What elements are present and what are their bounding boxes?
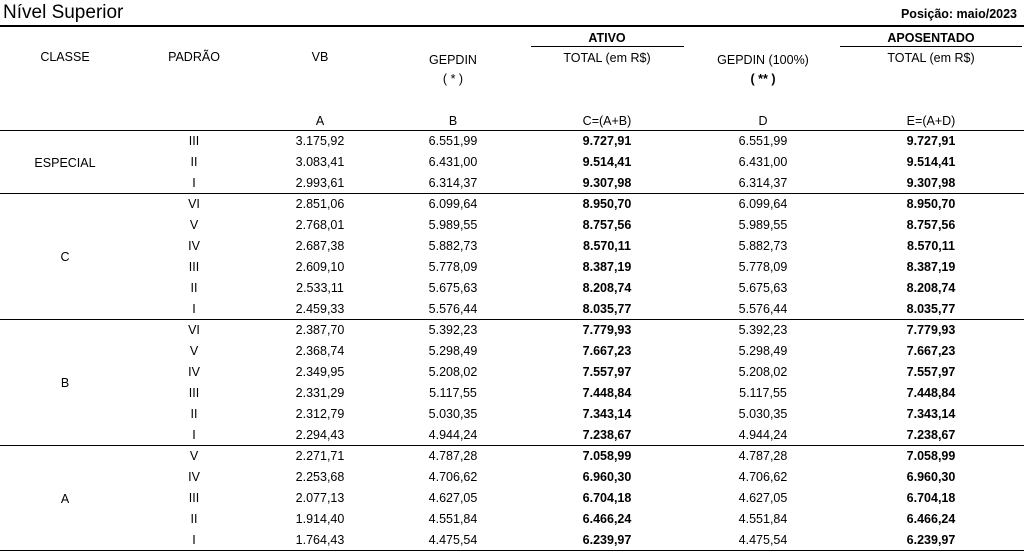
cell-total-aposentado: 9.514,41 [906,155,956,169]
cell-gepdin100: 5.778,09 [738,260,788,274]
cell-total-aposentado: 8.035,77 [906,302,956,316]
header-col-b: B [448,114,458,128]
header-padrao: PADRÃO [168,50,220,64]
top-rule [0,25,1024,27]
cell-gepdin100: 5.117,55 [739,386,787,400]
cell-padrao: VI [188,197,200,211]
classe-label: A [60,491,70,506]
cell-padrao: III [188,134,200,148]
cell-gepdin: 6.099,64 [428,197,478,211]
cell-total-aposentado: 7.779,93 [906,323,956,337]
cell-vb: 2.331,29 [295,386,345,400]
cell-total-ativo: 6.960,30 [582,470,632,484]
classe-group [0,194,1024,320]
cell-gepdin100: 5.030,35 [738,407,788,421]
cell-padrao: II [190,155,198,169]
cell-total-aposentado: 8.757,56 [906,218,956,232]
header-gepdin-note: ( * ) [442,72,464,86]
cell-total-aposentado: 8.208,74 [906,281,956,295]
cell-gepdin: 6.431,00 [428,155,478,169]
aposentado-underline [840,46,1022,47]
cell-gepdin: 5.778,09 [428,260,478,274]
cell-total-aposentado: 9.727,91 [906,134,956,148]
cell-vb: 2.687,38 [295,239,345,253]
table-row [0,152,1024,173]
cell-padrao: III [188,491,200,505]
table-row [0,320,1024,341]
cell-vb: 2.312,79 [295,407,345,421]
cell-gepdin: 5.989,55 [428,218,478,232]
cell-gepdin100: 4.787,28 [738,449,788,463]
header-col-c: C=(A+B) [582,114,632,128]
cell-total-ativo: 8.208,74 [582,281,632,295]
header-col-d: D [758,114,768,128]
cell-total-ativo: 8.035,77 [582,302,632,316]
cell-total-ativo: 8.570,11 [583,239,631,253]
cell-total-aposentado: 8.950,70 [906,197,956,211]
cell-padrao: V [189,344,199,358]
table-row [0,194,1024,215]
header-ativo: ATIVO [588,31,626,45]
ativo-underline [531,46,684,47]
classe-label: C [60,250,70,264]
cell-gepdin: 5.208,02 [428,365,478,379]
cell-total-aposentado: 6.466,24 [906,512,956,526]
cell-gepdin: 5.117,55 [429,386,477,400]
cell-total-ativo: 6.239,97 [582,533,632,547]
cell-gepdin100: 4.944,24 [738,428,788,442]
table-row [0,257,1024,278]
table-row [0,215,1024,236]
cell-gepdin: 5.675,63 [428,281,478,295]
cell-total-ativo: 8.387,19 [582,260,632,274]
cell-vb: 2.768,01 [295,218,345,232]
cell-vb: 1.914,40 [295,512,345,526]
cell-vb: 2.993,61 [295,176,345,190]
cell-gepdin: 4.475,54 [428,533,478,547]
cell-total-aposentado: 7.343,14 [906,407,956,421]
cell-vb: 2.077,13 [295,491,345,505]
cell-gepdin: 5.298,49 [428,344,478,358]
cell-total-aposentado: 7.667,23 [906,344,956,358]
cell-gepdin100: 5.576,44 [738,302,788,316]
cell-gepdin: 4.627,05 [428,491,478,505]
cell-gepdin100: 5.989,55 [738,218,788,232]
cell-gepdin: 5.392,23 [428,323,478,337]
cell-gepdin100: 5.208,02 [738,365,788,379]
cell-total-ativo: 9.727,91 [582,134,632,148]
table-row [0,488,1024,509]
cell-total-ativo: 7.238,67 [582,428,632,442]
cell-gepdin100: 5.882,73 [738,239,788,253]
cell-total-aposentado: 8.570,11 [907,239,955,253]
cell-padrao: II [190,407,198,421]
classe-group [0,320,1024,446]
cell-vb: 3.175,92 [295,134,345,148]
cell-total-ativo: 8.757,56 [582,218,632,232]
table-row [0,341,1024,362]
cell-vb: 2.271,71 [295,449,345,463]
cell-gepdin100: 6.314,37 [738,176,788,190]
position-date: Posição: maio/2023 [900,7,1017,21]
cell-gepdin100: 5.675,63 [738,281,788,295]
cell-total-ativo: 9.514,41 [582,155,632,169]
table-row [0,530,1024,551]
header-col-a: A [315,114,325,128]
cell-gepdin: 4.551,84 [428,512,478,526]
cell-total-aposentado: 7.058,99 [906,449,956,463]
cell-vb: 2.349,95 [295,365,345,379]
table-row [0,131,1024,152]
header-gepdin100: GEPDIN (100%) [717,53,809,67]
cell-gepdin100: 4.475,54 [738,533,788,547]
cell-vb: 2.253,68 [295,470,345,484]
cell-gepdin100: 6.099,64 [738,197,788,211]
cell-total-ativo: 7.557,97 [582,365,632,379]
cell-vb: 2.533,11 [296,281,344,295]
cell-gepdin100: 4.706,62 [738,470,788,484]
cell-padrao: III [188,260,200,274]
cell-vb: 2.459,33 [295,302,345,316]
cell-gepdin: 5.882,73 [428,239,478,253]
table-row [0,446,1024,467]
cell-padrao: VI [188,323,200,337]
cell-total-aposentado: 7.557,97 [906,365,956,379]
cell-total-aposentado: 6.960,30 [906,470,956,484]
cell-vb: 2.609,10 [295,260,345,274]
cell-padrao: I [192,302,196,316]
cell-padrao: II [190,512,198,526]
header-classe: CLASSE [40,50,90,64]
cell-gepdin100: 5.298,49 [738,344,788,358]
header-col-e: E=(A+D) [906,114,956,128]
cell-total-ativo: 9.307,98 [582,176,632,190]
cell-padrao: I [192,176,196,190]
cell-total-ativo: 6.466,24 [582,512,632,526]
cell-padrao: III [188,386,200,400]
cell-gepdin100: 5.392,23 [738,323,788,337]
cell-gepdin: 6.314,37 [428,176,478,190]
cell-padrao: V [189,218,199,232]
cell-total-ativo: 7.343,14 [582,407,632,421]
classe-label: B [60,376,70,390]
header-gepdin100-note: ( ** ) [750,72,776,86]
header-gepdin: GEPDIN [429,53,477,67]
cell-vb: 2.387,70 [295,323,345,337]
cell-gepdin: 4.706,62 [428,470,478,484]
cell-total-ativo: 7.779,93 [582,323,632,337]
header-total-ativo: TOTAL (em R$) [563,51,651,65]
table-row [0,509,1024,530]
cell-vb: 1.764,43 [295,533,345,547]
cell-padrao: IV [188,470,200,484]
cell-vb: 2.368,74 [295,344,345,358]
cell-total-aposentado: 6.704,18 [906,491,956,505]
header-vb: VB [311,50,329,64]
classe-label: ESPECIAL [34,155,96,170]
cell-vb: 2.851,06 [295,197,345,211]
cell-gepdin100: 4.627,05 [738,491,788,505]
cell-padrao: II [190,281,198,295]
header-aposentado: APOSENTADO [887,31,975,45]
cell-gepdin: 5.030,35 [428,407,478,421]
classe-group [0,131,1024,194]
classe-group [0,446,1024,551]
header-total-aposentado: TOTAL (em R$) [887,51,975,65]
table-row [0,362,1024,383]
cell-total-ativo: 6.704,18 [582,491,632,505]
table-row [0,404,1024,425]
table-row [0,236,1024,257]
cell-gepdin: 4.944,24 [428,428,478,442]
cell-vb: 3.083,41 [295,155,345,169]
cell-total-aposentado: 7.448,84 [906,386,956,400]
table-row [0,467,1024,488]
cell-total-aposentado: 7.238,67 [906,428,956,442]
cell-padrao: I [192,428,196,442]
cell-padrao: IV [188,239,200,253]
cell-total-aposentado: 8.387,19 [906,260,956,274]
cell-padrao: V [189,449,199,463]
cell-total-ativo: 7.058,99 [582,449,632,463]
table-row [0,278,1024,299]
page-title: Nível Superior [3,2,124,23]
cell-total-ativo: 7.667,23 [582,344,632,358]
cell-padrao: I [192,533,196,547]
cell-gepdin100: 6.551,99 [738,134,788,148]
table-row [0,173,1024,194]
cell-total-ativo: 7.448,84 [582,386,632,400]
table-row [0,425,1024,446]
cell-gepdin: 6.551,99 [428,134,478,148]
cell-total-ativo: 8.950,70 [582,197,632,211]
cell-total-aposentado: 6.239,97 [906,533,956,547]
cell-gepdin: 4.787,28 [428,449,478,463]
cell-gepdin100: 4.551,84 [738,512,788,526]
cell-padrao: IV [188,365,200,379]
table-row [0,383,1024,404]
cell-gepdin100: 6.431,00 [738,155,788,169]
cell-gepdin: 5.576,44 [428,302,478,316]
cell-total-aposentado: 9.307,98 [906,176,956,190]
table-row [0,299,1024,320]
cell-vb: 2.294,43 [295,428,345,442]
